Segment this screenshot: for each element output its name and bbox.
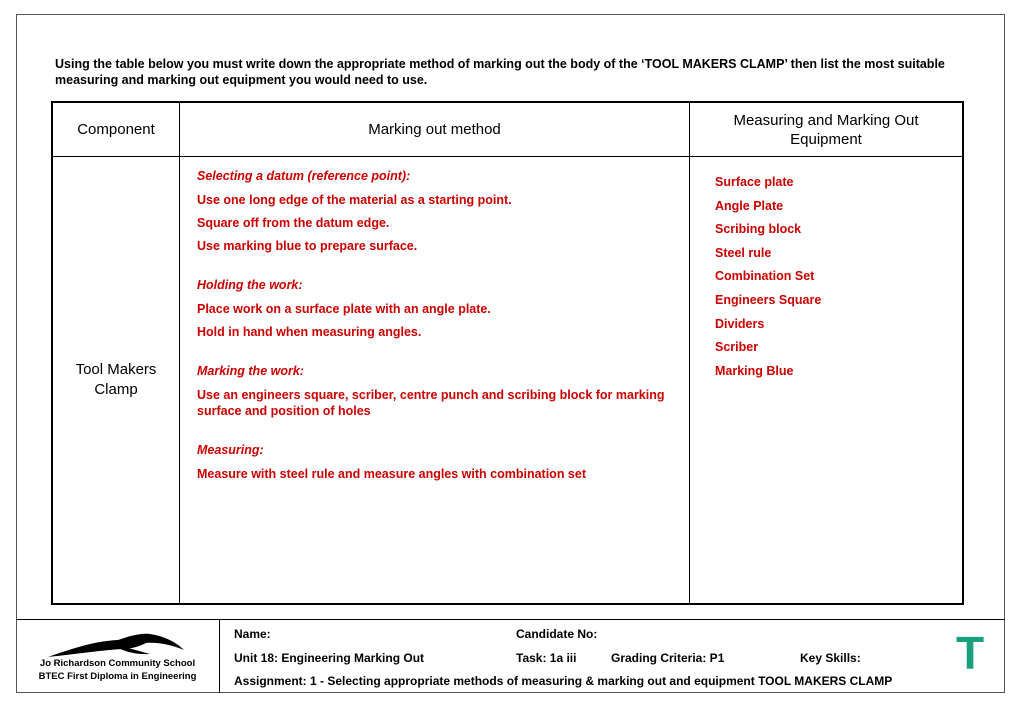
equipment-item: Steel rule: [715, 245, 772, 260]
header-equipment: Measuring and Marking Out Equipment: [733, 111, 919, 148]
method-heading: Holding the work:: [197, 278, 303, 292]
method-line: Place work on a surface plate with an angle plate.: [197, 302, 491, 316]
component-label: Tool Makers Clamp: [75, 361, 157, 398]
method-line: Use an engineers square, scriber, centre punch and scribing block for marking surface and position of holes: [197, 388, 665, 418]
method-line: Use marking blue to prepare surface.: [197, 239, 418, 253]
equipment-item: Surface plate: [715, 175, 794, 189]
equipment-item: Angle Plate: [715, 198, 784, 213]
candidate-label: Candidate No:: [516, 627, 598, 641]
marking-out-table: [51, 101, 964, 605]
key-skills-label: Key Skills:: [800, 651, 861, 665]
instructions-text: Using the table below you must write down the appropriate method of marking out the body of the ‘TOOL MAKERS CLAMP’ then list the most suitable measuring and marking out equipment you would need to use.: [55, 57, 945, 87]
equipment-item: Engineers Square: [715, 292, 822, 307]
footer-divider: [219, 620, 220, 693]
method-line: Use one long edge of the material as a starting point.: [197, 193, 512, 207]
assignment-label: Assignment: 1 - Selecting appropriate methods of measuring & marking out and equipment TOOL MAKERS CLAMP: [234, 674, 893, 688]
equipment-item: Scriber: [715, 340, 759, 355]
method-section-measuring: [197, 442, 667, 482]
method-section-datum: [197, 168, 667, 254]
t-mark: T: [956, 627, 985, 679]
equipment-item: Combination Set: [715, 269, 815, 284]
task-label: Task: 1a iii: [516, 651, 577, 665]
grading-criteria-label: Grading Criteria: P1: [611, 651, 725, 665]
method-heading: Measuring:: [197, 443, 264, 457]
footer: [16, 619, 1005, 693]
school-line-2: BTEC First Diploma in Engineering: [38, 671, 197, 682]
method-section-marking: [197, 363, 667, 419]
method-heading: Marking the work:: [197, 364, 304, 378]
method-section-holding: [197, 277, 667, 340]
school-line-1: Jo Richardson Community School: [39, 658, 196, 669]
marking-method-list: [197, 168, 667, 505]
method-heading: Selecting a datum (reference point):: [197, 169, 411, 183]
equipment-list: [715, 174, 945, 386]
header-component: Component: [77, 121, 155, 138]
equipment-item: Marking Blue: [715, 363, 794, 378]
method-line: Hold in hand when measuring angles.: [197, 325, 422, 339]
column-divider: [689, 103, 690, 603]
name-label: Name:: [234, 627, 271, 641]
component-name: [53, 157, 179, 603]
column-divider: [179, 103, 180, 603]
school-name: [16, 657, 219, 683]
header-marking-method: Marking out method: [368, 121, 501, 138]
unit-label: Unit 18: Engineering Marking Out: [234, 651, 425, 665]
equipment-item: Scribing block: [715, 222, 802, 237]
method-line: Measure with steel rule and measure angles with combination set: [197, 467, 586, 481]
equipment-item: Dividers: [715, 316, 765, 331]
method-line: Square off from the datum edge.: [197, 216, 390, 230]
